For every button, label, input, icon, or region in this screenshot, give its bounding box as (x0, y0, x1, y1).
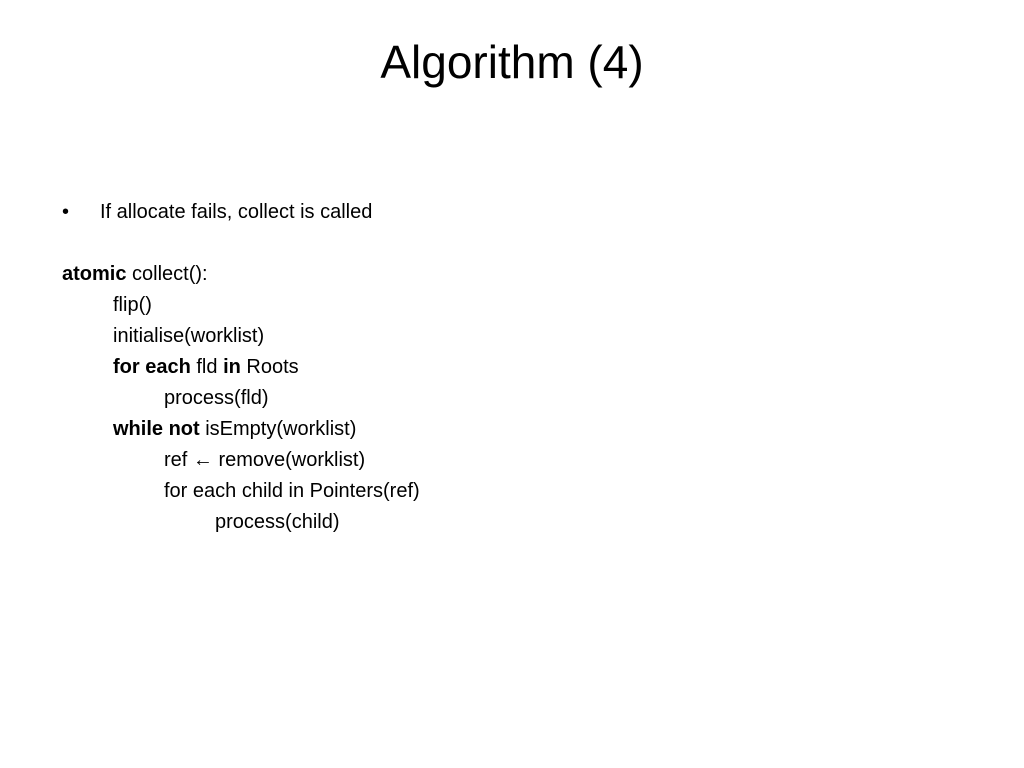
code-line-flip (62, 290, 962, 321)
spacer (62, 228, 962, 259)
code-text: process(fld) (164, 387, 269, 409)
keyword-for-each: for each (113, 356, 191, 378)
bullet-item (62, 197, 962, 228)
keyword-while-not: while not (113, 418, 200, 440)
code-line-while-not (62, 414, 962, 445)
code-line-for-each-child (62, 476, 962, 507)
slide-body (62, 197, 962, 538)
code-text: ref ← remove(worklist) (164, 449, 366, 471)
code-text: collect(): (132, 263, 208, 285)
bullet-icon: • (62, 201, 70, 223)
code-line-process-fld (62, 383, 962, 414)
bullet-text: If allocate fails, collect is called (100, 201, 373, 223)
code-line-atomic-collect (62, 259, 962, 290)
code-text: initialise(worklist) (113, 325, 265, 347)
code-text: fld (196, 356, 218, 378)
code-line-ref-remove (62, 445, 962, 476)
code-text: Roots (246, 356, 299, 378)
keyword-atomic: atomic (62, 263, 127, 285)
code-line-for-each-roots (62, 352, 962, 383)
keyword-in: in (223, 356, 241, 378)
code-text: for each child in Pointers(ref) (164, 480, 420, 502)
code-text: flip() (113, 294, 152, 316)
code-text: process(child) (215, 511, 340, 533)
code-line-initialise (62, 321, 962, 352)
code-text: isEmpty(worklist) (205, 418, 357, 440)
slide-title: Algorithm (4) (380, 36, 644, 88)
code-line-process-child (62, 507, 962, 538)
